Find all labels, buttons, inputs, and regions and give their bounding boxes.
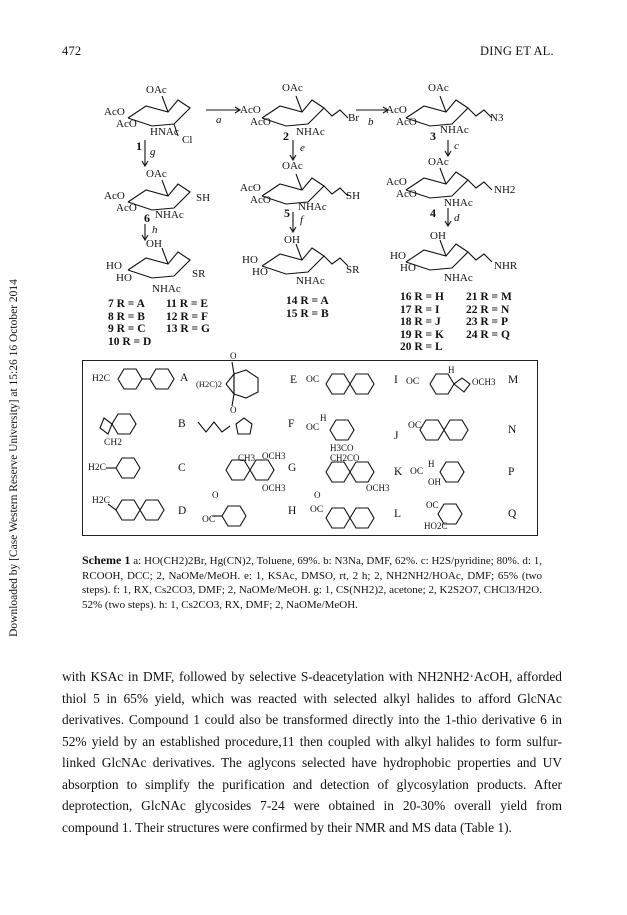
group-letter-m: M <box>508 374 519 386</box>
group-letter-p: P <box>508 466 515 478</box>
label-oac-3: OAc <box>428 82 449 94</box>
label-sh-6: SH <box>196 192 211 204</box>
label-oac-2: OAc <box>282 82 303 94</box>
group-letter-f: F <box>288 418 295 430</box>
frag-i-h: H <box>448 365 455 375</box>
label-nhac-3: NHAc <box>440 124 469 136</box>
label-nhac-4: NHAc <box>444 197 473 209</box>
frag-k-oc: OC <box>410 467 424 477</box>
label-oh-14: OH <box>284 234 300 246</box>
group-letter-i: I <box>394 374 398 386</box>
frag-c-prefix: H2C <box>88 463 106 473</box>
frag-g-h2co: CH2CO <box>330 453 360 463</box>
group-letter-b: B <box>178 418 186 430</box>
label-aco-4a: AcO <box>386 176 407 188</box>
label-aco-6a: AcO <box>104 190 125 202</box>
frag-a-prefix: H2C <box>92 374 110 384</box>
label-nhac-14: NHAc <box>296 275 325 287</box>
label-nhac-16: NHAc <box>444 272 473 284</box>
label-aco-3b: AcO <box>396 116 417 128</box>
frag-g2-o: O <box>314 490 321 500</box>
label-aco-5a: AcO <box>240 182 261 194</box>
group-letter-a: A <box>180 372 189 384</box>
label-aco-2a: AcO <box>240 104 261 116</box>
compound-list-left-b: 11 R = E 12 R = F 13 R = G <box>166 298 210 335</box>
compound-list-right-a: 16 R = H 17 R = I 18 R = J 19 R = K 20 R = L <box>400 291 444 353</box>
label-oh-16: OH <box>430 230 446 242</box>
frag-i-oc: OC <box>406 377 420 387</box>
frag-g-o: O <box>212 490 219 500</box>
compound-list-middle: 14 R = A 15 R = B <box>286 295 329 320</box>
frag-l-hooc: HO2C <box>424 521 448 531</box>
frag-e-o2: O <box>230 405 237 415</box>
running-head: DING ET AL. <box>480 44 554 58</box>
step-d: d <box>454 212 460 224</box>
frag-g-och3a: OCH3 <box>262 451 286 461</box>
group-letter-q: Q <box>508 508 517 520</box>
scheme-caption <box>82 553 542 612</box>
frag-g-och3b: OCH3 <box>262 483 286 493</box>
compound-5: 5 <box>284 206 290 220</box>
step-c: c <box>454 140 459 152</box>
label-sr-7: SR <box>192 268 206 280</box>
label-oac-6: OAc <box>146 168 167 180</box>
step-h: h <box>152 224 158 236</box>
frag-g-ch3: CH3 <box>238 453 256 463</box>
step-f: f <box>300 214 304 226</box>
label-nh2-4: NH2 <box>494 184 516 196</box>
label-oac-1: OAc <box>146 84 167 96</box>
label-hnac-1: HNAc <box>150 126 179 138</box>
frag-j-oc: OC <box>408 421 422 431</box>
group-letter-n: N <box>508 424 517 436</box>
compound-4: 4 <box>430 206 436 220</box>
step-e: e <box>300 142 305 154</box>
group-letter-j: J <box>394 430 399 442</box>
compound-2: 2 <box>283 129 289 143</box>
label-aco-1b: AcO <box>116 118 137 130</box>
label-aco-4b: AcO <box>396 188 417 200</box>
body-paragraph: with KSAc in DMF, followed by selective S-deacetylation with NH2NH2·AcOH, afforded thiol 5 in 65% yield, which was reacted with selected alkyl halides to afford GlcNAc derivatives. Compound 1 could also be transformed directly into the 1-thio derivative 6 in 52% yield by an established procedure,11 then coupled with alkyl halides to form sulfur-linked GlcNAc derivatives. The aglycons selected have hydrophobic properties and UV absorption to simplify the purification and detection of glycosylation products. After deprotection, GlcNAc glycosides 7-24 were obtained in 20-30% overall yield from compound 1. Their structures were confirmed by their NMR and MS data (Table 1). <box>62 669 562 835</box>
page-number: 472 <box>62 44 82 58</box>
group-letter-l: L <box>394 508 402 520</box>
label-nhr-16: NHR <box>494 260 518 272</box>
label-aco-2b: AcO <box>250 116 271 128</box>
compound-6: 6 <box>144 211 150 225</box>
group-letter-h: H <box>288 505 297 517</box>
frag-f-h: H <box>320 413 327 423</box>
frag-f-h3co: H3CO <box>330 443 354 453</box>
group-letter-k: K <box>394 466 403 478</box>
frag-k-h: H <box>428 459 435 469</box>
label-oac-4: OAc <box>428 156 449 168</box>
label-ho-16b: HO <box>400 262 416 274</box>
label-ho-14b: HO <box>252 266 268 278</box>
caption-text: a: HO(CH2)2Br, Hg(CN)2, Toluene, 69%. b: N3Na, DMF, 62%. c: H2S/pyridine; 80%. d: 1, RCOOH, DCC; 2, NaOMe/MeOH. e: 1, KSAc, DMSO, rt, 2 h; 2, NH2NH2/HOAc, DMF; 65% (two steps). f: 1, RX, Cs2CO3, DMF; 2, NaOMe/MeOH. g: 1, CS(NH2)2, acetone; 2, K2S2O7, CHCl3/H2O. 52% (two steps). h: 1, Cs2CO3, RX, DMF; 2, NaOMe/MeOH. <box>82 555 542 611</box>
frag-k-oh: OH <box>428 477 441 487</box>
label-sr-14: SR <box>346 264 360 276</box>
step-a: a <box>216 114 222 126</box>
frag-e-oc: OC <box>306 375 320 385</box>
label-nhac-5: NHAc <box>298 201 327 213</box>
label-oac-5: OAc <box>282 160 303 172</box>
frag-b-prefix: CH2 <box>104 438 122 448</box>
frag-h2-oc: OC <box>310 505 324 515</box>
caption-lead: Scheme 1 <box>82 553 131 567</box>
label-ho-14a: HO <box>242 254 258 266</box>
label-aco-3a: AcO <box>386 104 407 116</box>
group-letter-d: D <box>178 505 187 517</box>
compound-3: 3 <box>430 129 436 143</box>
group-letter-e: E <box>290 374 298 386</box>
group-letter-c: C <box>178 462 186 474</box>
frag-h-oc: OC <box>202 515 216 525</box>
label-aco-6b: AcO <box>116 202 137 214</box>
label-ho-16a: HO <box>390 250 406 262</box>
label-sh-5: SH <box>346 190 361 202</box>
download-note: Downloaded by [Case Western Reserve University] at 15:26 16 October 2014 <box>8 279 20 637</box>
compound-1: 1 <box>136 139 142 153</box>
label-n3-3: N3 <box>490 112 504 124</box>
frag-m-och3: OCH3 <box>472 377 496 387</box>
step-b: b <box>368 116 374 128</box>
compound-list-right-b: 21 R = M 22 R = N 23 R = P 24 R = Q <box>466 291 512 341</box>
label-aco-1a: AcO <box>104 106 125 118</box>
step-g: g <box>150 146 156 158</box>
label-br-2: Br <box>348 112 359 124</box>
label-aco-5b: AcO <box>250 194 271 206</box>
label-ho-7b: HO <box>116 272 132 284</box>
frag-g-och3c: OCH3 <box>366 483 390 493</box>
label-cl-1: Cl <box>182 134 193 146</box>
label-nhac-2: NHAc <box>296 126 325 138</box>
frag-e-prefix: (H2C)2 <box>196 379 222 389</box>
label-oh-7: OH <box>146 238 162 250</box>
group-letter-g: G <box>288 462 297 474</box>
frag-l-oc: OC <box>426 500 439 510</box>
compound-list-left-a: 7 R = A 8 R = B 9 R = C 10 R = D <box>108 298 152 348</box>
label-nhac-6: NHAc <box>155 209 184 221</box>
label-ho-7a: HO <box>106 260 122 272</box>
frag-e-o1: O <box>230 351 237 361</box>
frag-d-prefix: H2C <box>92 496 110 506</box>
frag-f-oc: OC <box>306 423 320 433</box>
label-nhac-7: NHAc <box>152 283 181 295</box>
